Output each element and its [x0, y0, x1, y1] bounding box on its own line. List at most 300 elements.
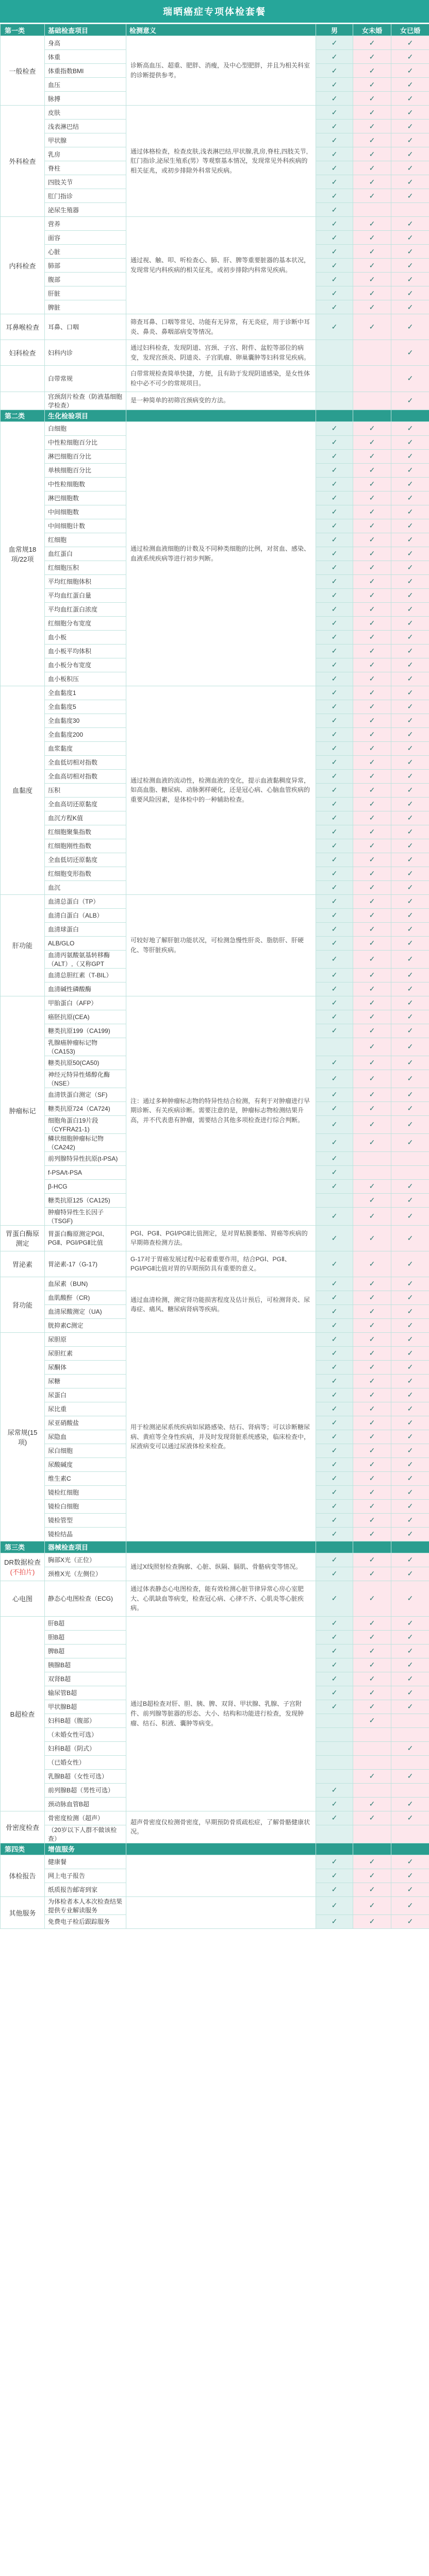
male-check: ✓: [316, 1304, 353, 1318]
male-check: ✓: [316, 1151, 353, 1165]
male-check: ✓: [316, 449, 353, 463]
female-married-check: ✓: [391, 727, 429, 741]
female-married-check: ✓: [391, 1686, 429, 1700]
item-name: 静态心电图检查（ECG): [45, 1581, 126, 1616]
male-check: ✓: [316, 936, 353, 950]
item-name: 红细胞变形指数: [45, 867, 126, 880]
item-name: 血清白蛋白（ALB）: [45, 908, 126, 922]
item-name: 红细胞分布宽度: [45, 616, 126, 630]
category-cell: [1, 1225, 45, 1251]
female-married-check: ✓: [391, 1458, 429, 1471]
category-cell: [1, 1251, 45, 1277]
item-name: 淋巴细胞百分比: [45, 449, 126, 463]
category-label: 外科检查: [9, 158, 36, 165]
male-check: ✓: [316, 968, 353, 982]
item-name: 镜检红细胞: [45, 1485, 126, 1499]
female-unmarried-check: ✓: [353, 1101, 391, 1115]
female-married-check: ✓: [391, 968, 429, 982]
female-unmarried-check: ✓: [353, 1024, 391, 1038]
item-name: 乳腺癌肿瘤标记物（CA153): [45, 1038, 126, 1056]
item-name: 平均血红蛋白量: [45, 588, 126, 602]
male-check: ✓: [316, 1581, 353, 1616]
female-unmarried-check: ✓: [353, 936, 391, 950]
female-married-check: ✓: [391, 1430, 429, 1444]
item-name: 面容: [45, 231, 126, 245]
item-name: 胃蛋白酶原测定PGⅠ、PGⅡ、PGⅠ/PGⅡ比值: [45, 1225, 126, 1251]
male-check: ✓: [316, 769, 353, 783]
item-name: 癌胚抗原(CEA): [45, 1010, 126, 1024]
category-cell: [1, 421, 45, 686]
male-check: ✓: [316, 1416, 353, 1430]
item-name: 腹部: [45, 273, 126, 286]
male-check: ✓: [316, 133, 353, 147]
male-check: ✓: [316, 908, 353, 922]
male-check: ✓: [316, 1115, 353, 1133]
female-unmarried-check: ✓: [353, 811, 391, 825]
female-unmarried-check: ✓: [353, 1553, 391, 1567]
female-married-check: ✓: [391, 686, 429, 700]
female-married-check: ✓: [391, 1374, 429, 1388]
male-check: ✓: [316, 421, 353, 435]
female-married-check: ✓: [391, 811, 429, 825]
female-unmarried-check: ✓: [353, 894, 391, 908]
male-check: ✓: [316, 1783, 353, 1797]
male-check: ✓: [316, 273, 353, 286]
female-unmarried-check: ✓: [353, 1499, 391, 1513]
male-check: ✓: [316, 894, 353, 908]
female-unmarried-check: ✓: [353, 867, 391, 880]
male-check: ✓: [316, 1485, 353, 1499]
item-name: 双肾B超: [45, 1672, 126, 1686]
female-unmarried-check: ✓: [353, 50, 391, 64]
female-married-check: ✓: [391, 300, 429, 314]
male-check: ✓: [316, 950, 353, 968]
female-unmarried-check: [353, 1825, 391, 1843]
female-unmarried-check: ✓: [353, 1179, 391, 1193]
female-unmarried-check: ✓: [353, 1088, 391, 1101]
female-unmarried-check: ✓: [353, 189, 391, 203]
section-female-unmarried-header: [353, 1843, 391, 1855]
female-unmarried-check: ✓: [353, 1513, 391, 1527]
item-name: 皮肤: [45, 106, 126, 120]
female-unmarried-check: ✓: [353, 727, 391, 741]
item-name: 营养: [45, 217, 126, 231]
item-name: 肝脏: [45, 286, 126, 300]
female-unmarried-check: ✓: [353, 1430, 391, 1444]
male-check: ✓: [316, 1010, 353, 1024]
item-name: 为体检者本人本次检查结果提供专业解读服务: [45, 1896, 126, 1914]
female-married-check: ✓: [391, 1291, 429, 1304]
female-unmarried-check: ✓: [353, 1714, 391, 1727]
section-header-row: [1, 1541, 429, 1553]
item-name: 脾脏: [45, 300, 126, 314]
item-name: 镜检白细胞: [45, 1499, 126, 1513]
male-check: [316, 340, 353, 366]
category-cell: [1, 106, 45, 217]
female-unmarried-check: ✓: [353, 825, 391, 839]
female-married-check: ✓: [391, 1658, 429, 1672]
item-name: 尿酮体: [45, 1360, 126, 1374]
item-name: （未婚女性可选）: [45, 1727, 126, 1741]
category-cell: [1, 1553, 45, 1581]
female-married-check: ✓: [391, 1225, 429, 1251]
female-married-check: ✓: [391, 217, 429, 231]
category-label: 肝功能: [12, 942, 32, 950]
item-name: 全血黏度200: [45, 727, 126, 741]
female-unmarried-check: [353, 1755, 391, 1769]
item-name: 胱抑素C测定: [45, 1318, 126, 1332]
table-row: [1, 217, 429, 231]
female-married-check: ✓: [391, 950, 429, 968]
item-name: 尿蛋白: [45, 1388, 126, 1402]
female-married-check: ✓: [391, 1616, 429, 1630]
item-name: 尿比重: [45, 1402, 126, 1416]
male-check: ✓: [316, 231, 353, 245]
item-name: 肺部: [45, 259, 126, 273]
female-unmarried-check: ✓: [353, 996, 391, 1010]
item-name: 淋巴细胞数: [45, 491, 126, 505]
female-married-check: ✓: [391, 1070, 429, 1088]
item-name: 单核细胞百分比: [45, 463, 126, 477]
female-married-check: ✓: [391, 982, 429, 996]
male-check: ✓: [316, 1225, 353, 1251]
female-unmarried-check: ✓: [353, 1388, 391, 1402]
section-title: 基础检查项目: [45, 24, 126, 36]
section-female-unmarried-header: [353, 1541, 391, 1553]
female-married-check: ✓: [391, 161, 429, 175]
male-check: ✓: [316, 1101, 353, 1115]
female-unmarried-check: ✓: [353, 1318, 391, 1332]
male-check: ✓: [316, 1332, 353, 1346]
item-name: 红细胞: [45, 533, 126, 547]
female-married-check: ✓: [391, 147, 429, 161]
female-married-check: ✓: [391, 1088, 429, 1101]
table-row: [1, 421, 429, 435]
male-check: ✓: [316, 922, 353, 936]
female-unmarried-check: ✓: [353, 1797, 391, 1811]
female-married-check: ✓: [391, 1811, 429, 1825]
female-married-check: ✓: [391, 435, 429, 449]
item-name: 网上电子报告: [45, 1869, 126, 1883]
female-married-check: ✓: [391, 1024, 429, 1038]
female-unmarried-check: ✓: [353, 1567, 391, 1581]
male-check: [316, 1741, 353, 1755]
table-row: [1, 1581, 429, 1616]
item-name: 平均红细胞体积: [45, 574, 126, 588]
female-married-check: ✓: [391, 1769, 429, 1783]
female-married-check: ✓: [391, 588, 429, 602]
item-name: 红细胞压积: [45, 561, 126, 574]
male-check: ✓: [316, 1133, 353, 1151]
table-row: [1, 1616, 429, 1630]
female-unmarried-check: ✓: [353, 561, 391, 574]
category-label: 妇科检查: [9, 349, 36, 358]
male-check: ✓: [316, 1402, 353, 1416]
item-name: 全血低切相对指数: [45, 755, 126, 769]
male-check: ✓: [316, 996, 353, 1010]
item-name: 糖类抗原125（CA125): [45, 1193, 126, 1207]
female-unmarried-check: ✓: [353, 672, 391, 686]
section-desc-header: [126, 1541, 316, 1553]
description-cell: 筛查耳鼻、口咽等常见、功能有无异常，有无炎症，用于诊断中耳炎、鼻炎、鼻咽部病变等情况。: [126, 314, 316, 340]
item-name: 糖类抗原199（CA199): [45, 1024, 126, 1038]
female-unmarried-check: ✓: [353, 533, 391, 547]
male-check: ✓: [316, 1672, 353, 1686]
female-married-check: ✓: [391, 1277, 429, 1291]
male-check: ✓: [316, 783, 353, 797]
description-cell: 注：通过多种肿瘤标志物的特异性结合检测，有利于对肿瘤进行早期诊断、有关疾病诊断。需要注意的是，肿瘤标志物检测结果升高，并不代表患有肿瘤，需要结合其他多项检查进行综合判断。: [126, 996, 316, 1225]
male-check: ✓: [316, 1179, 353, 1193]
female-married-check: ✓: [391, 1567, 429, 1581]
male-check: ✓: [316, 92, 353, 106]
female-married-check: ✓: [391, 1038, 429, 1056]
male-check: ✓: [316, 1374, 353, 1388]
section-female-married-header: [391, 1843, 429, 1855]
category-label: 耳鼻喉检查: [5, 324, 39, 332]
male-check: ✓: [316, 203, 353, 217]
female-unmarried-check: ✓: [353, 259, 391, 273]
female-married-check: ✓: [391, 1797, 429, 1811]
description-cell: 通过视、触、叩、听检查心、肺、肝、脾等重要脏器的基本状况，发现常见内科疾病的相关征兆，或初步排除内科常见疾病。: [126, 217, 316, 314]
table-row: [1, 1553, 429, 1567]
female-married-check: ✓: [391, 853, 429, 867]
category-label: 体检报告: [9, 1872, 36, 1880]
female-unmarried-check: ✓: [353, 922, 391, 936]
description-cell: 通过检测血液的流动性，检测血液的变化，提示血液黏稠度异常，如高血脂、糖尿病、动脉粥样硬化，还是冠心病、心脑血管疾病的重要风险因素，是体检中的一种辅助检查。: [126, 686, 316, 894]
female-unmarried-check: ✓: [353, 491, 391, 505]
item-name: 血清总蛋白（TP）: [45, 894, 126, 908]
section-female-married-header: 女已婚: [391, 24, 429, 36]
female-married-check: [391, 1783, 429, 1797]
item-name: 全血高切还原黏度: [45, 797, 126, 811]
item-name: 甲状腺: [45, 133, 126, 147]
male-check: ✓: [316, 286, 353, 300]
female-unmarried-check: ✓: [353, 1056, 391, 1070]
female-married-check: ✓: [391, 561, 429, 574]
male-check: ✓: [316, 574, 353, 588]
female-married-check: ✓: [391, 1914, 429, 1928]
male-check: ✓: [316, 1700, 353, 1714]
female-married-check: ✓: [391, 867, 429, 880]
male-check: ✓: [316, 1471, 353, 1485]
item-name: 耳鼻、口咽: [45, 314, 126, 340]
item-name: 尿酸碱度: [45, 1458, 126, 1471]
female-unmarried-check: ✓: [353, 78, 391, 92]
female-unmarried-check: ✓: [353, 1811, 391, 1825]
category-cell: [1, 392, 45, 410]
female-unmarried-check: ✓: [353, 644, 391, 658]
male-check: ✓: [316, 588, 353, 602]
female-married-check: ✓: [391, 1883, 429, 1896]
male-check: ✓: [316, 147, 353, 161]
male-check: ✓: [316, 1291, 353, 1304]
item-name: 红细胞刚性指数: [45, 839, 126, 853]
section-header-row: [1, 410, 429, 421]
item-name: 免费电子检后跟踪服务: [45, 1914, 126, 1928]
male-check: [316, 1714, 353, 1727]
category-cell: [1, 366, 45, 392]
male-check: ✓: [316, 314, 353, 340]
female-unmarried-check: [353, 340, 391, 366]
table-row: [1, 686, 429, 700]
category-label: 内科检查: [9, 262, 36, 270]
female-married-check: ✓: [391, 491, 429, 505]
female-married-check: ✓: [391, 714, 429, 727]
item-name: 四肢关节: [45, 175, 126, 189]
item-name: 宫颈刮片检查（防液基细胞学检查）: [45, 392, 126, 410]
male-check: [316, 1825, 353, 1843]
female-unmarried-check: ✓: [353, 741, 391, 755]
category-note: (不拍片): [10, 1568, 35, 1577]
female-unmarried-check: ✓: [353, 1630, 391, 1644]
female-unmarried-check: ✓: [353, 630, 391, 644]
female-unmarried-check: ✓: [353, 1225, 391, 1251]
section-desc-header: [126, 1843, 316, 1855]
female-married-check: ✓: [391, 658, 429, 672]
female-unmarried-check: ✓: [353, 505, 391, 519]
male-check: [316, 1727, 353, 1741]
table-row: [1, 340, 429, 366]
female-married-check: ✓: [391, 1869, 429, 1883]
female-unmarried-check: ✓: [353, 588, 391, 602]
male-check: ✓: [316, 1644, 353, 1658]
male-check: ✓: [316, 727, 353, 741]
item-name: 血沉方程K值: [45, 811, 126, 825]
female-married-check: ✓: [391, 547, 429, 561]
female-unmarried-check: ✓: [353, 1883, 391, 1896]
table-body: [1, 24, 429, 1929]
section-label: 第一类: [1, 24, 45, 36]
item-name: 细胞角蛋白19片段（CYFRA21-1): [45, 1115, 126, 1133]
item-name: （20岁以下人群不做该检查）: [45, 1825, 126, 1843]
male-check: ✓: [316, 644, 353, 658]
male-check: ✓: [316, 1251, 353, 1277]
item-name: 血沉: [45, 880, 126, 894]
female-married-check: ✓: [391, 1388, 429, 1402]
female-unmarried-check: ✓: [353, 714, 391, 727]
female-unmarried-check: ✓: [353, 1251, 391, 1277]
male-check: ✓: [316, 853, 353, 867]
male-check: ✓: [316, 630, 353, 644]
category-label: 肿瘤标记: [9, 1107, 36, 1115]
item-name: 糖类抗原724（CA724): [45, 1101, 126, 1115]
female-married-check: ✓: [391, 839, 429, 853]
female-married-check: ✓: [391, 1360, 429, 1374]
female-unmarried-check: ✓: [353, 1277, 391, 1291]
male-check: ✓: [316, 561, 353, 574]
category-cell: [1, 314, 45, 340]
table-row: [1, 1277, 429, 1291]
female-married-check: ✓: [391, 1251, 429, 1277]
female-unmarried-check: ✓: [353, 797, 391, 811]
section-title: 器械检查项目: [45, 1541, 126, 1553]
male-check: ✓: [316, 533, 353, 547]
male-check: ✓: [316, 175, 353, 189]
female-married-check: [391, 1755, 429, 1769]
female-married-check: ✓: [391, 120, 429, 133]
female-unmarried-check: ✓: [353, 449, 391, 463]
item-name: 脾B超: [45, 1644, 126, 1658]
female-unmarried-check: ✓: [353, 1700, 391, 1714]
female-unmarried-check: ✓: [353, 1896, 391, 1914]
female-married-check: ✓: [391, 1318, 429, 1332]
female-married-check: [391, 1165, 429, 1179]
male-check: ✓: [316, 477, 353, 491]
item-name: 甲状腺B超: [45, 1700, 126, 1714]
description-cell: [126, 1855, 316, 1896]
female-married-check: ✓: [391, 769, 429, 783]
female-unmarried-check: [353, 366, 391, 392]
male-check: ✓: [316, 700, 353, 714]
category-label: 骨密度检查: [5, 1823, 39, 1832]
male-check: ✓: [316, 686, 353, 700]
section-desc-header: 检测意义: [126, 24, 316, 36]
male-check: ✓: [316, 245, 353, 259]
male-check: ✓: [316, 672, 353, 686]
female-unmarried-check: ✓: [353, 1581, 391, 1616]
male-check: ✓: [316, 797, 353, 811]
female-unmarried-check: ✓: [353, 421, 391, 435]
female-unmarried-check: ✓: [353, 314, 391, 340]
female-unmarried-check: ✓: [353, 245, 391, 259]
female-unmarried-check: [353, 1727, 391, 1741]
female-married-check: ✓: [391, 574, 429, 588]
female-unmarried-check: ✓: [353, 1038, 391, 1056]
description-cell: 通过检测血液细胞的计数及不同种类细胞的比例，对贫血、感染、血液系统疾病等进行初步判断。: [126, 421, 316, 686]
table-row: [1, 1332, 429, 1346]
male-check: ✓: [316, 1567, 353, 1581]
female-married-check: ✓: [391, 1855, 429, 1869]
female-married-check: ✓: [391, 314, 429, 340]
item-name: 肿瘤特异性生长因子（TSGF): [45, 1207, 126, 1225]
male-check: ✓: [316, 259, 353, 273]
item-name: 妇科内诊: [45, 340, 126, 366]
male-check: ✓: [316, 839, 353, 853]
male-check: [316, 392, 353, 410]
section-label: 第二类: [1, 410, 45, 421]
female-unmarried-check: ✓: [353, 1869, 391, 1883]
female-married-check: ✓: [391, 50, 429, 64]
section-desc-header: [126, 410, 316, 421]
female-married-check: ✓: [391, 880, 429, 894]
category-label: 胃蛋白酶原测定: [5, 1230, 39, 1248]
female-unmarried-check: ✓: [353, 1374, 391, 1388]
male-check: ✓: [316, 1811, 353, 1825]
female-married-check: ✓: [391, 505, 429, 519]
table-row: [1, 314, 429, 340]
female-unmarried-check: ✓: [353, 700, 391, 714]
item-name: 体重: [45, 50, 126, 64]
female-unmarried-check: ✓: [353, 1207, 391, 1225]
item-name: 血小板积压: [45, 672, 126, 686]
item-name: 血清丙氨酸氨基转移酶（ALT）,（又称GPT: [45, 950, 126, 968]
female-unmarried-check: ✓: [353, 273, 391, 286]
item-name: 尿白细胞: [45, 1444, 126, 1458]
female-married-check: ✓: [391, 78, 429, 92]
female-unmarried-check: ✓: [353, 783, 391, 797]
male-check: ✓: [316, 1388, 353, 1402]
male-check: ✓: [316, 1056, 353, 1070]
female-unmarried-check: ✓: [353, 982, 391, 996]
female-unmarried-check: ✓: [353, 1471, 391, 1485]
item-name: 平均血红蛋白浓度: [45, 602, 126, 616]
female-unmarried-check: ✓: [353, 658, 391, 672]
category-label: 心电图: [12, 1595, 32, 1603]
item-name: 肛门指诊: [45, 189, 126, 203]
female-unmarried-check: ✓: [353, 92, 391, 106]
female-married-check: ✓: [391, 286, 429, 300]
male-check: ✓: [316, 1686, 353, 1700]
